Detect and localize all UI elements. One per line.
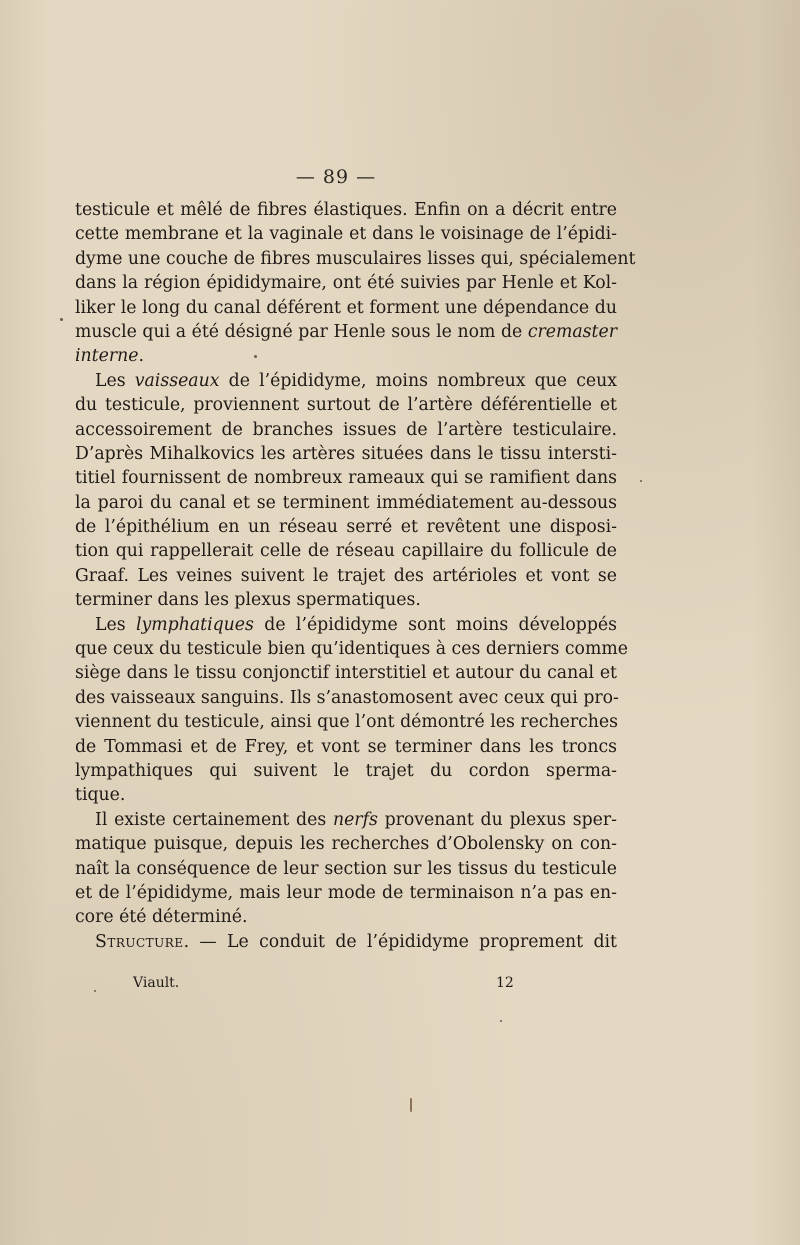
text-segment: accessoirement de branches issues de l’artère testiculaire. — [75, 419, 617, 440]
text-segment: tique. — [75, 785, 126, 806]
footer-author: Viault. — [133, 975, 180, 991]
text-segment: core été déterminé. — [75, 907, 248, 928]
text-line — [75, 539, 617, 563]
text-line — [75, 613, 617, 637]
text-segment: de Tommasi et de Frey, et vont se terminer dans les troncs — [75, 736, 617, 757]
text-line — [75, 418, 617, 442]
section-heading: Structure — [95, 931, 184, 952]
text-segment: naît la conséquence de leur section sur les tissus du testicule — [75, 858, 617, 879]
text-segment: tion qui rappellerait celle de réseau capillaire du follicule de — [75, 541, 617, 562]
text-line — [75, 930, 617, 954]
text-line — [75, 661, 617, 685]
page-number: — 89 — — [295, 166, 377, 188]
body-text — [75, 198, 636, 954]
text-line — [75, 442, 617, 466]
text-segment: . — [138, 346, 144, 367]
text-segment: des vaisseaux sanguins. Ils s’anastomosent avec ceux qui pro- — [75, 687, 619, 708]
text-line — [75, 344, 617, 368]
footer — [0, 975, 800, 999]
text-segment: Les — [95, 614, 136, 635]
text-segment: la paroi du canal et se terminent immédiatement au-dessous — [75, 492, 617, 513]
italic-term: nerfs — [332, 809, 378, 830]
text-line — [75, 564, 617, 588]
text-segment: Les — [95, 370, 135, 391]
text-segment: de l’épididyme, moins nombreux que ceux — [219, 370, 617, 391]
text-segment: Il existe certainement des — [95, 809, 333, 830]
text-line — [75, 637, 628, 661]
text-line — [75, 735, 617, 759]
text-line — [75, 320, 617, 344]
text-segment: de l’épithélium en un réseau serré et revêtent une disposi- — [75, 517, 617, 538]
text-line — [75, 222, 617, 246]
text-line — [75, 783, 617, 807]
text-segment: siège dans le tissu conjonctif interstitiel et autour du canal et — [75, 663, 617, 684]
text-line — [75, 271, 617, 295]
text-segment: et de l’épididyme, mais leur mode de terminaison n’a pas en- — [75, 882, 617, 903]
text-segment: D’après Mihalkovics les artères situées dans le tissu intersti- — [75, 443, 617, 464]
paper-speck — [410, 1098, 412, 1112]
paper-speck — [640, 480, 642, 482]
text-line — [75, 832, 617, 856]
paper-speck — [60, 318, 63, 321]
text-segment: lympathiques qui suivent le trajet du cordon sperma- — [75, 760, 617, 781]
text-line — [75, 759, 617, 783]
text-segment: de l’épididyme sont moins développés — [253, 614, 617, 635]
text-segment: . — Le conduit de l’épididyme proprement dit — [183, 931, 617, 952]
text-segment: provenant du plexus sper- — [377, 809, 617, 830]
signature-mark: 12 — [496, 975, 514, 991]
text-line — [75, 296, 617, 320]
text-line — [75, 247, 636, 271]
text-line — [75, 515, 617, 539]
text-segment: dyme une couche de fibres musculaires lisses qui, spécialement — [75, 248, 636, 269]
text-line — [75, 710, 617, 734]
text-line — [75, 881, 617, 905]
text-segment: terminer dans les plexus spermatiques. — [75, 590, 421, 611]
text-segment: Graaf. Les veines suivent le trajet des artérioles et vont se — [75, 565, 617, 586]
text-segment: liker le long du canal déférent et forment une dépendance du — [75, 297, 617, 318]
text-segment: cette membrane et la vaginale et dans le voisinage de l’épidi- — [75, 224, 617, 245]
text-line — [75, 905, 617, 929]
paper-speck — [94, 990, 96, 992]
text-segment: du testicule, proviennent surtout de l’artère déférentielle et — [75, 395, 617, 416]
text-segment: titiel fournissent de nombreux rameaux qui se ramifient dans — [75, 468, 617, 489]
text-line — [75, 466, 617, 490]
paper-speck — [500, 1020, 502, 1022]
text-segment: dans la région épididymaire, ont été suivies par Henle et Kol- — [75, 273, 617, 294]
text-segment: matique puisque, depuis les recherches d’Obolensky on con- — [75, 834, 617, 855]
italic-term: vaisseaux — [134, 370, 220, 391]
text-line — [75, 198, 617, 222]
italic-term: interne — [75, 346, 139, 367]
text-line — [75, 857, 617, 881]
text-segment: muscle qui a été désigné par Henle sous le nom de — [75, 321, 528, 342]
text-line — [75, 588, 617, 612]
italic-term: lymphatiques — [135, 614, 254, 635]
text-line — [75, 393, 617, 417]
paper-speck — [254, 355, 257, 358]
text-line — [75, 686, 617, 710]
text-line — [75, 369, 617, 393]
text-line — [75, 808, 617, 832]
text-segment: testicule et mêlé de fibres élastiques. Enfin on a décrit entre — [75, 200, 617, 220]
text-segment: que ceux du testicule bien qu’identiques à ces derniers comme — [75, 639, 628, 660]
text-line — [75, 491, 617, 515]
text-segment: viennent du testicule, ainsi que l’ont démontré les recherches — [75, 712, 619, 733]
italic-term: cremaster — [527, 321, 617, 342]
